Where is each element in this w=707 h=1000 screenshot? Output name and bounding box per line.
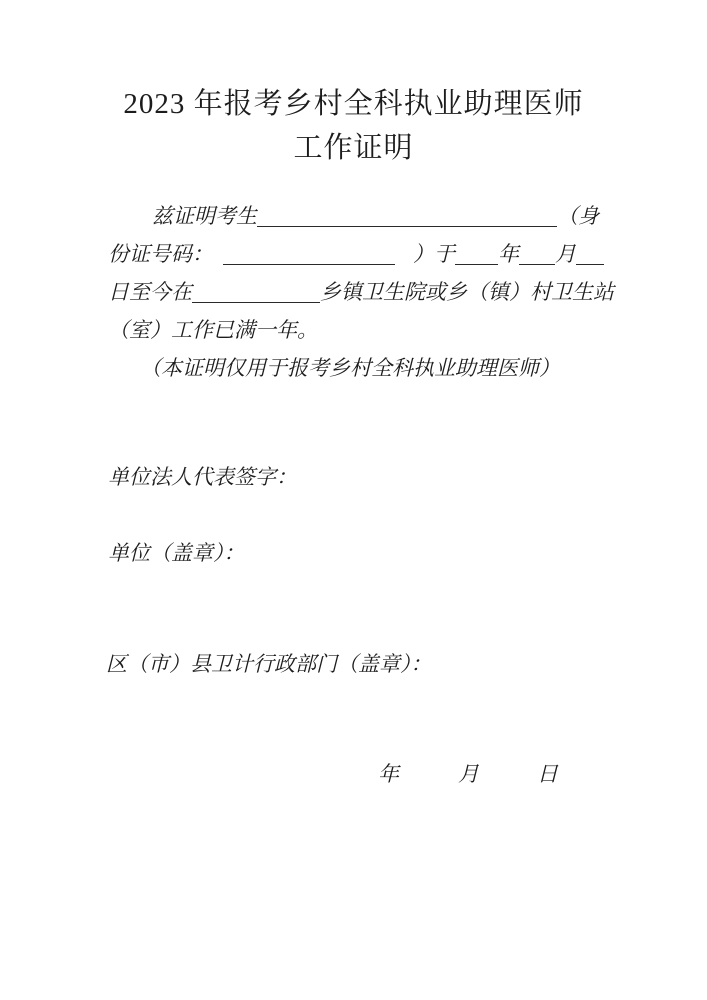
certificate-body xyxy=(108,197,614,387)
intro-text: 兹证明考生 xyxy=(152,204,257,228)
note-text: （本证明仅用于报考乡村全科执业助理医师） xyxy=(140,356,560,380)
body-line-note xyxy=(108,349,607,387)
blank-day xyxy=(576,263,604,265)
blank-id-number xyxy=(223,263,395,265)
admin-department-seal-label: 区（市）县卫计行政部门（盖章）： xyxy=(106,652,432,676)
day-until-now-text: 日至今在 xyxy=(108,280,192,304)
document-title-line2: 工作证明 xyxy=(293,132,414,164)
body-line-workplace xyxy=(108,273,614,311)
body-line-id-number xyxy=(108,235,607,273)
blank-year xyxy=(455,263,498,265)
body-line-candidate xyxy=(108,197,607,235)
unit-seal-label: 单位（盖章）： xyxy=(108,541,245,565)
date-year-label: 年 xyxy=(378,762,399,786)
document-title xyxy=(0,82,707,170)
blank-month xyxy=(519,263,555,265)
id-number-label: 份证号码： xyxy=(108,242,213,266)
date-month-label: 月 xyxy=(458,762,479,786)
document-title-line1: 2023 年报考乡村全科执业助理医师 xyxy=(123,88,584,120)
body-line-duration xyxy=(108,311,607,349)
legal-representative-signature-label: 单位法人代表签字： xyxy=(108,465,297,489)
since-text: ）于 xyxy=(413,242,455,266)
workplace-type-text: 乡镇卫生院或乡（镇）村卫生站 xyxy=(320,280,614,304)
year-text: 年 xyxy=(498,242,519,266)
date-day-label: 日 xyxy=(537,762,558,786)
blank-candidate-name xyxy=(257,225,557,227)
id-open-paren-text: （身 xyxy=(557,204,599,228)
month-text: 月 xyxy=(555,242,576,266)
duration-text: （室）工作已满一年。 xyxy=(108,318,318,342)
blank-workplace xyxy=(192,301,320,303)
